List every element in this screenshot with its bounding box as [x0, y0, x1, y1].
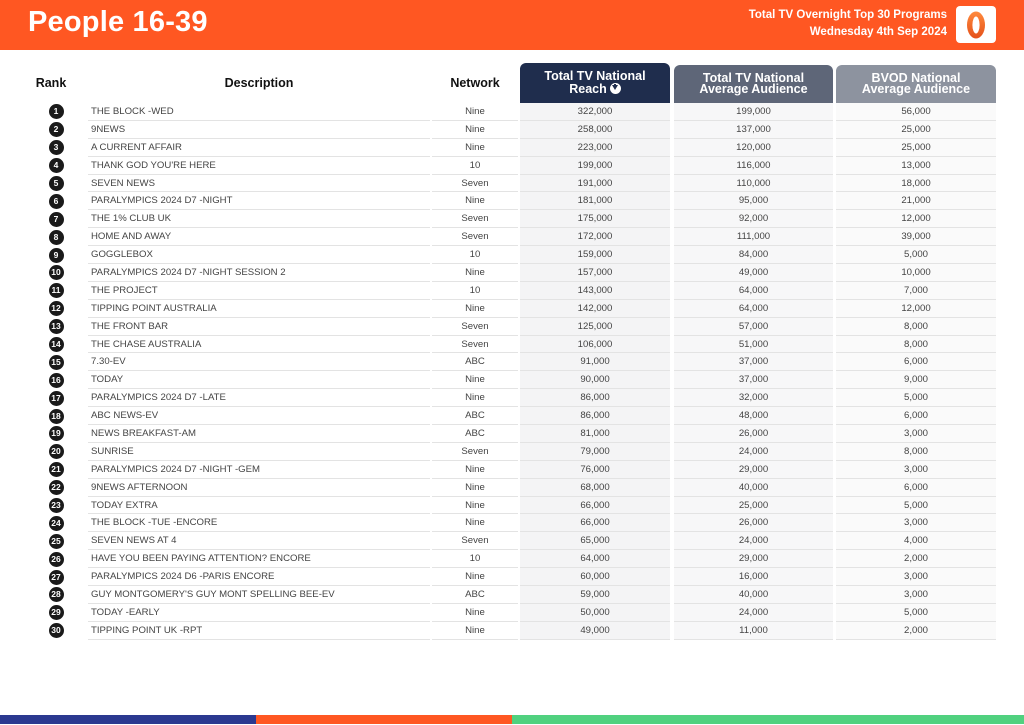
- rank-badge: 28: [49, 587, 64, 602]
- rank-cell: [47, 461, 65, 479]
- program-description: THE PROJECT: [88, 282, 430, 300]
- average-audience-cell: 95,000: [674, 192, 833, 210]
- reach-cell: 199,000: [520, 157, 670, 175]
- bvod-audience-cell: 13,000: [836, 157, 996, 175]
- bvod-audience-cell: 12,000: [836, 210, 996, 228]
- program-description: PARALYMPICS 2024 D7 -NIGHT: [88, 192, 430, 210]
- network-cell: Nine: [432, 461, 518, 479]
- program-description: 9NEWS: [88, 121, 430, 139]
- bvod-audience-cell: 21,000: [836, 192, 996, 210]
- average-audience-cell: 29,000: [674, 461, 833, 479]
- average-audience-cell: 57,000: [674, 318, 833, 336]
- bvod-audience-cell: 8,000: [836, 443, 996, 461]
- table-header: [0, 63, 1024, 103]
- bvod-audience-cell: 5,000: [836, 497, 996, 515]
- rank-badge: 2: [49, 122, 64, 137]
- average-audience-cell: 24,000: [674, 604, 833, 622]
- rank-cell: [47, 550, 65, 568]
- reach-cell: 59,000: [520, 586, 670, 604]
- page-title: People 16-39: [28, 6, 208, 38]
- average-audience-cell: 24,000: [674, 532, 833, 550]
- rank-badge: 24: [49, 516, 64, 531]
- rank-badge: 1: [49, 104, 64, 119]
- rank-cell: [47, 568, 65, 586]
- program-description: HOME AND AWAY: [88, 228, 430, 246]
- reach-cell: 106,000: [520, 336, 670, 354]
- program-description: TODAY EXTRA: [88, 497, 430, 515]
- logo-icon: [965, 10, 987, 40]
- rank-cell: [47, 371, 65, 389]
- network-cell: Seven: [432, 336, 518, 354]
- table-row[interactable]: [0, 192, 1024, 210]
- bvod-audience-cell: 56,000: [836, 103, 996, 121]
- bvod-audience-cell: 6,000: [836, 479, 996, 497]
- network-cell: Seven: [432, 210, 518, 228]
- reach-cell: 172,000: [520, 228, 670, 246]
- rank-badge: 9: [49, 248, 64, 263]
- program-description: THE FRONT BAR: [88, 318, 430, 336]
- rank-badge: 8: [49, 230, 64, 245]
- average-audience-cell: 37,000: [674, 353, 833, 371]
- bvod-header-line1: BVOD National: [871, 70, 961, 85]
- table-row[interactable]: [0, 103, 1024, 121]
- reach-cell: 125,000: [520, 318, 670, 336]
- network-cell: 10: [432, 550, 518, 568]
- bvod-audience-cell: 5,000: [836, 246, 996, 264]
- reach-header-line2: Reach: [569, 81, 607, 96]
- network-cell: Seven: [432, 228, 518, 246]
- rank-badge: 26: [49, 552, 64, 567]
- rank-cell: [47, 389, 65, 407]
- table-row[interactable]: [0, 586, 1024, 604]
- rank-cell: [47, 139, 65, 157]
- rank-badge: 6: [49, 194, 64, 209]
- table-row[interactable]: [0, 210, 1024, 228]
- table-row[interactable]: [0, 479, 1024, 497]
- network-cell: Nine: [432, 192, 518, 210]
- average-audience-cell: 24,000: [674, 443, 833, 461]
- bvod-audience-cell: 10,000: [836, 264, 996, 282]
- program-description: PARALYMPICS 2024 D7 -NIGHT SESSION 2: [88, 264, 430, 282]
- average-audience-cell: 29,000: [674, 550, 833, 568]
- table-row[interactable]: [0, 407, 1024, 425]
- reach-cell: 86,000: [520, 389, 670, 407]
- rank-cell: [47, 353, 65, 371]
- rank-cell: [47, 282, 65, 300]
- bvod-audience-cell: 18,000: [836, 175, 996, 193]
- network-cell: Seven: [432, 532, 518, 550]
- program-description: TIPPING POINT AUSTRALIA: [88, 300, 430, 318]
- rank-cell: [47, 514, 65, 532]
- footer-bar-segment-navy: [0, 715, 256, 724]
- bvod-audience-cell: 3,000: [836, 586, 996, 604]
- average-audience-cell: 111,000: [674, 228, 833, 246]
- bvod-audience-cell: 2,000: [836, 550, 996, 568]
- network-cell: ABC: [432, 425, 518, 443]
- average-audience-cell: 116,000: [674, 157, 833, 175]
- reach-cell: 223,000: [520, 139, 670, 157]
- network-cell: Nine: [432, 604, 518, 622]
- average-audience-cell: 51,000: [674, 336, 833, 354]
- bvod-audience-cell: 39,000: [836, 228, 996, 246]
- average-audience-cell: 40,000: [674, 479, 833, 497]
- table-row[interactable]: [0, 568, 1024, 586]
- bvod-audience-cell: 6,000: [836, 407, 996, 425]
- rank-cell: [47, 175, 65, 193]
- rank-cell: [47, 479, 65, 497]
- average-audience-cell: 26,000: [674, 425, 833, 443]
- reach-cell: 181,000: [520, 192, 670, 210]
- average-audience-cell: 25,000: [674, 497, 833, 515]
- program-description: ABC NEWS-EV: [88, 407, 430, 425]
- bvod-audience-cell: 7,000: [836, 282, 996, 300]
- avg-header-line1: Total TV National: [702, 70, 805, 85]
- rank-badge: 4: [49, 158, 64, 173]
- table-row[interactable]: [0, 246, 1024, 264]
- rank-cell: [47, 604, 65, 622]
- average-audience-cell: 64,000: [674, 282, 833, 300]
- bvod-audience-cell: 8,000: [836, 336, 996, 354]
- program-description: PARALYMPICS 2024 D7 -LATE: [88, 389, 430, 407]
- rank-badge: 25: [49, 534, 64, 549]
- table-body: [0, 103, 1024, 640]
- rank-badge: 5: [49, 176, 64, 191]
- table-row[interactable]: [0, 532, 1024, 550]
- rank-badge: 23: [49, 498, 64, 513]
- bvod-audience-cell: 3,000: [836, 514, 996, 532]
- rank-badge: 29: [49, 605, 64, 620]
- network-cell: Seven: [432, 175, 518, 193]
- network-cell: ABC: [432, 353, 518, 371]
- rank-cell: [47, 103, 65, 121]
- table-row[interactable]: [0, 353, 1024, 371]
- program-description: HAVE YOU BEEN PAYING ATTENTION? ENCORE: [88, 550, 430, 568]
- average-audience-cell: 16,000: [674, 568, 833, 586]
- average-audience-cell: 84,000: [674, 246, 833, 264]
- rank-badge: 13: [49, 319, 64, 334]
- rank-badge: 14: [49, 337, 64, 352]
- reach-cell: 90,000: [520, 371, 670, 389]
- bvod-audience-cell: 4,000: [836, 532, 996, 550]
- network-cell: Nine: [432, 514, 518, 532]
- rank-cell: [47, 192, 65, 210]
- footer-bar-segment-green: [512, 715, 1024, 724]
- reach-cell: 157,000: [520, 264, 670, 282]
- average-audience-cell: 92,000: [674, 210, 833, 228]
- program-description: TODAY -EARLY: [88, 604, 430, 622]
- rank-badge: 7: [49, 212, 64, 227]
- network-cell: Nine: [432, 479, 518, 497]
- header-banner: [0, 0, 1024, 50]
- table-row[interactable]: [0, 264, 1024, 282]
- table-row[interactable]: [0, 389, 1024, 407]
- network-cell: Nine: [432, 497, 518, 515]
- table-row[interactable]: [0, 443, 1024, 461]
- program-description: THE BLOCK -TUE -ENCORE: [88, 514, 430, 532]
- reach-cell: 65,000: [520, 532, 670, 550]
- program-description: GUY MONTGOMERY'S GUY MONT SPELLING BEE-EV: [88, 586, 430, 604]
- reach-cell: 66,000: [520, 497, 670, 515]
- rank-badge: 19: [49, 426, 64, 441]
- average-audience-cell: 11,000: [674, 622, 833, 640]
- average-audience-cell: 37,000: [674, 371, 833, 389]
- average-audience-cell: 26,000: [674, 514, 833, 532]
- table-row[interactable]: [0, 175, 1024, 193]
- network-cell: Nine: [432, 622, 518, 640]
- network-cell: Nine: [432, 389, 518, 407]
- column-header-bvod[interactable]: [836, 65, 996, 103]
- network-cell: Nine: [432, 300, 518, 318]
- reach-cell: 66,000: [520, 514, 670, 532]
- bvod-audience-cell: 5,000: [836, 604, 996, 622]
- rank-cell: [47, 336, 65, 354]
- rank-badge: 16: [49, 373, 64, 388]
- rank-cell: [47, 318, 65, 336]
- rank-badge: 21: [49, 462, 64, 477]
- sort-descending-icon[interactable]: [610, 83, 621, 94]
- rank-badge: 30: [49, 623, 64, 638]
- rank-cell: [47, 497, 65, 515]
- rank-cell: [47, 300, 65, 318]
- report-name: Total TV Overnight Top 30 Programs: [748, 9, 947, 21]
- average-audience-cell: 120,000: [674, 139, 833, 157]
- rank-cell: [47, 210, 65, 228]
- program-description: PARALYMPICS 2024 D7 -NIGHT -GEM: [88, 461, 430, 479]
- rank-badge: 12: [49, 301, 64, 316]
- rank-cell: [47, 407, 65, 425]
- oztam-logo: [956, 6, 996, 43]
- table-row[interactable]: [0, 550, 1024, 568]
- table-row[interactable]: [0, 300, 1024, 318]
- bvod-audience-cell: 8,000: [836, 318, 996, 336]
- rank-cell: [47, 425, 65, 443]
- program-description: NEWS BREAKFAST-AM: [88, 425, 430, 443]
- rank-cell: [47, 246, 65, 264]
- bvod-audience-cell: 3,000: [836, 425, 996, 443]
- table-row[interactable]: [0, 318, 1024, 336]
- program-description: PARALYMPICS 2024 D6 -PARIS ENCORE: [88, 568, 430, 586]
- rank-cell: [47, 586, 65, 604]
- rank-badge: 17: [49, 391, 64, 406]
- column-header-description[interactable]: Description: [224, 76, 294, 90]
- reach-cell: 49,000: [520, 622, 670, 640]
- program-description: THE 1% CLUB UK: [88, 210, 430, 228]
- network-cell: 10: [432, 282, 518, 300]
- program-description: TIPPING POINT UK -RPT: [88, 622, 430, 640]
- network-cell: 10: [432, 246, 518, 264]
- footer-bar-segment-orange: [256, 715, 512, 724]
- column-header-average-audience[interactable]: [674, 65, 833, 103]
- bvod-audience-cell: 25,000: [836, 139, 996, 157]
- rank-badge: 10: [49, 265, 64, 280]
- reach-cell: 81,000: [520, 425, 670, 443]
- report-date: Wednesday 4th Sep 2024: [809, 26, 947, 38]
- network-cell: Nine: [432, 139, 518, 157]
- program-description: SEVEN NEWS: [88, 175, 430, 193]
- reach-header-line2-wrap: [569, 83, 621, 96]
- table-row[interactable]: [0, 497, 1024, 515]
- table-row[interactable]: [0, 371, 1024, 389]
- bvod-header-line2: Average Audience: [861, 82, 971, 96]
- program-description: THANK GOD YOU'RE HERE: [88, 157, 430, 175]
- rank-cell: [47, 264, 65, 282]
- network-cell: ABC: [432, 407, 518, 425]
- rank-badge: 20: [49, 444, 64, 459]
- reach-cell: 191,000: [520, 175, 670, 193]
- table-row[interactable]: [0, 228, 1024, 246]
- network-cell: Nine: [432, 121, 518, 139]
- program-description: SEVEN NEWS AT 4: [88, 532, 430, 550]
- reach-cell: 76,000: [520, 461, 670, 479]
- network-cell: Nine: [432, 568, 518, 586]
- network-cell: Nine: [432, 264, 518, 282]
- average-audience-cell: 32,000: [674, 389, 833, 407]
- table-row[interactable]: [0, 622, 1024, 640]
- rank-badge: 3: [49, 140, 64, 155]
- average-audience-cell: 49,000: [674, 264, 833, 282]
- column-header-rank[interactable]: Rank: [35, 76, 67, 90]
- table-row[interactable]: [0, 461, 1024, 479]
- reach-cell: 258,000: [520, 121, 670, 139]
- reach-header-line1: Total TV National: [544, 69, 646, 83]
- bvod-audience-cell: 12,000: [836, 300, 996, 318]
- rank-badge: 27: [49, 570, 64, 585]
- reach-cell: 86,000: [520, 407, 670, 425]
- average-audience-cell: 64,000: [674, 300, 833, 318]
- bvod-audience-cell: 3,000: [836, 568, 996, 586]
- program-description: THE CHASE AUSTRALIA: [88, 336, 430, 354]
- reach-cell: 50,000: [520, 604, 670, 622]
- table-row[interactable]: [0, 514, 1024, 532]
- avg-header-line2: Average Audience: [699, 82, 808, 96]
- table-row[interactable]: [0, 336, 1024, 354]
- network-cell: 10: [432, 157, 518, 175]
- network-cell: Nine: [432, 371, 518, 389]
- rank-badge: 11: [49, 283, 64, 298]
- average-audience-cell: 199,000: [674, 103, 833, 121]
- rank-badge: 15: [49, 355, 64, 370]
- network-cell: Seven: [432, 443, 518, 461]
- reach-cell: 143,000: [520, 282, 670, 300]
- rank-cell: [47, 228, 65, 246]
- reach-cell: 68,000: [520, 479, 670, 497]
- rank-badge: 22: [49, 480, 64, 495]
- bvod-audience-cell: 5,000: [836, 389, 996, 407]
- rank-cell: [47, 622, 65, 640]
- bvod-audience-cell: 6,000: [836, 353, 996, 371]
- column-header-reach[interactable]: [520, 63, 670, 103]
- bvod-audience-cell: 25,000: [836, 121, 996, 139]
- program-description: TODAY: [88, 371, 430, 389]
- bvod-audience-cell: 9,000: [836, 371, 996, 389]
- rank-cell: [47, 121, 65, 139]
- rank-cell: [47, 157, 65, 175]
- table-row[interactable]: [0, 157, 1024, 175]
- rank-cell: [47, 532, 65, 550]
- program-description: 7.30-EV: [88, 353, 430, 371]
- reach-cell: 64,000: [520, 550, 670, 568]
- table-row[interactable]: [0, 139, 1024, 157]
- rank-badge: 18: [49, 409, 64, 424]
- program-description: SUNRISE: [88, 443, 430, 461]
- average-audience-cell: 137,000: [674, 121, 833, 139]
- program-description: GOGGLEBOX: [88, 246, 430, 264]
- column-header-network[interactable]: Network: [450, 76, 500, 90]
- reach-cell: 91,000: [520, 353, 670, 371]
- network-cell: Seven: [432, 318, 518, 336]
- program-description: THE BLOCK -WED: [88, 103, 430, 121]
- rank-cell: [47, 443, 65, 461]
- average-audience-cell: 40,000: [674, 586, 833, 604]
- network-cell: ABC: [432, 586, 518, 604]
- bvod-audience-cell: 2,000: [836, 622, 996, 640]
- reach-cell: 175,000: [520, 210, 670, 228]
- average-audience-cell: 110,000: [674, 175, 833, 193]
- report-subtitle: [749, 7, 947, 41]
- reach-cell: 322,000: [520, 103, 670, 121]
- table-row[interactable]: [0, 425, 1024, 443]
- bvod-audience-cell: 3,000: [836, 461, 996, 479]
- reach-cell: 60,000: [520, 568, 670, 586]
- footer-color-bar: [0, 715, 1024, 724]
- table-row[interactable]: [0, 604, 1024, 622]
- program-description: 9NEWS AFTERNOON: [88, 479, 430, 497]
- program-description: A CURRENT AFFAIR: [88, 139, 430, 157]
- table-row[interactable]: [0, 121, 1024, 139]
- reach-cell: 159,000: [520, 246, 670, 264]
- reach-cell: 79,000: [520, 443, 670, 461]
- table-row[interactable]: [0, 282, 1024, 300]
- network-cell: Nine: [432, 103, 518, 121]
- reach-cell: 142,000: [520, 300, 670, 318]
- average-audience-cell: 48,000: [674, 407, 833, 425]
